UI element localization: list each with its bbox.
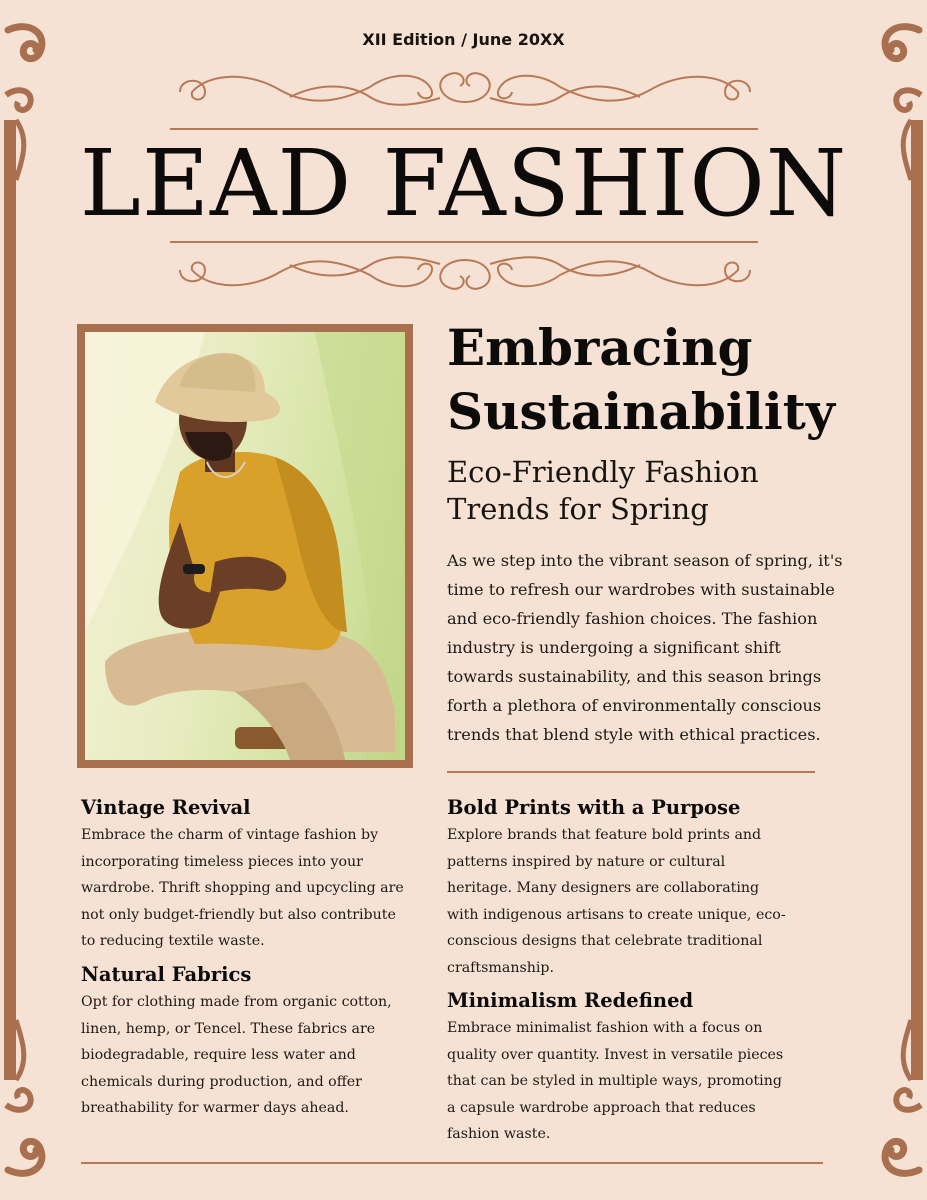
- section-body: Embrace minimalist fashion with a focus on quality over quantity. Invest in versatile pieces that can be styled in multiple ways, promoting a capsule wardrobe approach that reduces fashion waste.: [447, 1020, 784, 1143]
- article-intro: As we step into the vibrant season of spring, it's time to refresh our wardrobes with sustainable and eco-friendly fashion choices. The fashion industry is undergoing a significant shift towards sustainability, and this season brings forth a plethora of environmentally conscious trends that blend style with ethical practices.: [447, 551, 843, 744]
- cover-photo-frame: [77, 324, 413, 768]
- section-title: Minimalism Redefined: [447, 989, 694, 1012]
- model-illustration: [85, 332, 405, 760]
- footer-rule: [81, 1162, 823, 1164]
- right-ornament-border: [875, 0, 927, 1200]
- edition-label: XII Edition / June 20XX: [362, 30, 565, 49]
- article-headline: Embracing Sustainability: [447, 318, 835, 441]
- left-ornament-border: [0, 0, 52, 1200]
- section-title: Bold Prints with a Purpose: [447, 796, 741, 819]
- section-body: Explore brands that feature bold prints and patterns inspired by nature or cultural heritage. Many designers are collaborating with indigenous artisans to create unique, eco-conscious designs that celebrate traditional craftsmanship.: [447, 827, 786, 976]
- bottom-flourish-ornament: [170, 250, 760, 300]
- section-vintage-revival: [81, 794, 411, 955]
- masthead-bottom-rule: [170, 241, 758, 243]
- intro-divider: [447, 771, 815, 773]
- section-body: Embrace the charm of vintage fashion by incorporating timeless pieces into your wardrobe. Thrift shopping and upcycling are not only budget-friendly but also contribute to reducing textile waste.: [81, 827, 404, 950]
- section-natural-fabrics: [81, 961, 411, 1122]
- section-minimalism-redefined: [447, 987, 787, 1148]
- section-title: Vintage Revival: [81, 796, 251, 819]
- section-body: Opt for clothing made from organic cotton, linen, hemp, or Tencel. These fabrics are biodegradable, require less water and chemicals during production, and offer breathability for warmer days ahead.: [81, 994, 392, 1117]
- section-title: Natural Fabrics: [81, 963, 252, 986]
- section-bold-prints: [447, 794, 787, 982]
- masthead-title: LEAD FASHION: [79, 130, 848, 237]
- article-subheadline: Eco-Friendly Fashion Trends for Spring: [447, 455, 759, 526]
- top-flourish-ornament: [170, 62, 760, 112]
- cover-photo: [85, 332, 405, 760]
